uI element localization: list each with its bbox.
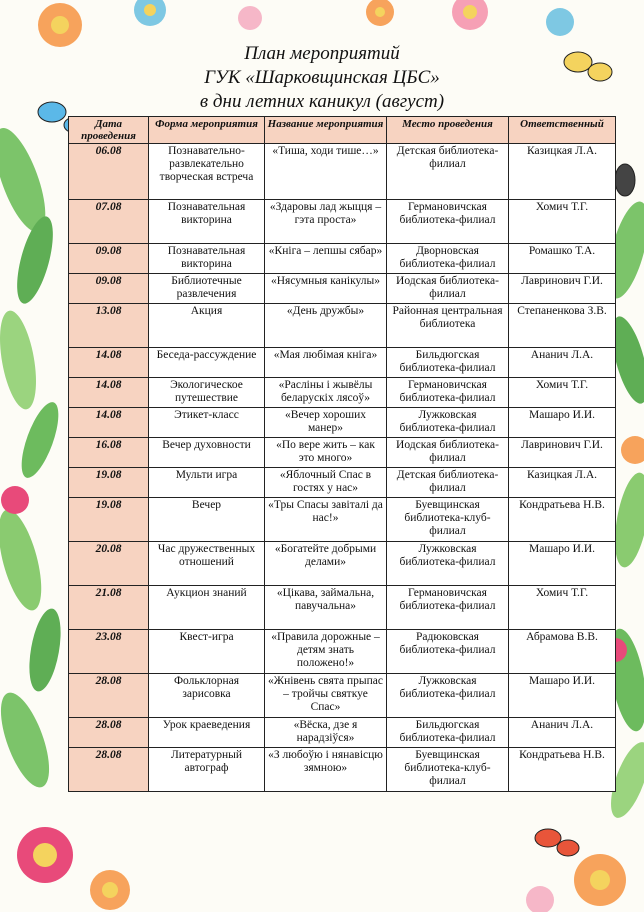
- cell-date: 19.08: [69, 498, 149, 542]
- cell-place: Бильдюгская библиотека-филиал: [387, 718, 509, 748]
- table-row: [69, 586, 616, 630]
- cell-name: «Яблочный Спас в гостях у нас»: [265, 468, 387, 498]
- cell-name: «Здаровы лад жыцця – гэта проста»: [265, 200, 387, 244]
- cell-name: «По вере жить – как это много»: [265, 438, 387, 468]
- cell-name: «Расліны і жывёлы беларускіх лясоў»: [265, 378, 387, 408]
- header-responsible: Ответственный: [509, 117, 616, 144]
- cell-responsible: Казицкая Л.А.: [509, 468, 616, 498]
- cell-name: «Богатейте добрыми делами»: [265, 542, 387, 586]
- cell-date: 19.08: [69, 468, 149, 498]
- cell-place: Иодская библиотека-филиал: [387, 438, 509, 468]
- cell-responsible: Хомич Т.Г.: [509, 586, 616, 630]
- cell-date: 23.08: [69, 630, 149, 674]
- page-title: [0, 42, 644, 114]
- cell-date: 14.08: [69, 348, 149, 378]
- left-leaves-decoration: [0, 122, 66, 793]
- header-form: Форма мероприятия: [149, 117, 265, 144]
- cell-date: 07.08: [69, 200, 149, 244]
- cell-form: Аукцион знаний: [149, 586, 265, 630]
- events-table: [68, 116, 616, 792]
- header-date: Дата проведения: [69, 117, 149, 144]
- cell-form: Квест-игра: [149, 630, 265, 674]
- cell-responsible: Лавринович Г.И.: [509, 438, 616, 468]
- header-place: Место проведения: [387, 117, 509, 144]
- cell-responsible: Степаненкова З.В.: [509, 304, 616, 348]
- cell-form: Акция: [149, 304, 265, 348]
- cell-place: Буевщинская библиотека-клуб-филиал: [387, 748, 509, 792]
- table-row: [69, 630, 616, 674]
- title-line: ГУК «Шарковщинская ЦБС»: [204, 67, 440, 88]
- cell-date: 28.08: [69, 674, 149, 718]
- cell-date: 16.08: [69, 438, 149, 468]
- table-row: [69, 438, 616, 468]
- title-line: в дни летних каникул (август): [199, 91, 445, 112]
- cell-name: «З любоўю і нянавісцю зямною»: [265, 748, 387, 792]
- cell-name: «Тры Спасы завіталі да нас!»: [265, 498, 387, 542]
- cell-responsible: Кондратьева Н.В.: [509, 748, 616, 792]
- cell-place: Иодская библиотека-филиал: [387, 274, 509, 304]
- table-row: [69, 542, 616, 586]
- table-row: [69, 244, 616, 274]
- cell-responsible: Машаро И.И.: [509, 542, 616, 586]
- table-row: [69, 348, 616, 378]
- cell-responsible: Казицкая Л.А.: [509, 144, 616, 200]
- table-row: [69, 200, 616, 244]
- cell-place: Радюковская библиотека-филиал: [387, 630, 509, 674]
- cell-date: 20.08: [69, 542, 149, 586]
- cell-form: Вечер: [149, 498, 265, 542]
- cell-place: Дворновская библиотека-филиал: [387, 244, 509, 274]
- table-row: [69, 304, 616, 348]
- table-row: [69, 498, 616, 542]
- cell-name: «Мая любімая кніга»: [265, 348, 387, 378]
- cell-date: 09.08: [69, 274, 149, 304]
- title-line: План мероприятий: [244, 43, 400, 64]
- cell-form: Познавательная викторина: [149, 200, 265, 244]
- cell-name: «Кніга – лепшы сябар»: [265, 244, 387, 274]
- top-flowers-decoration: [38, 0, 574, 47]
- cell-name: «Вечер хороших манер»: [265, 408, 387, 438]
- table-row: [69, 144, 616, 200]
- cell-date: 14.08: [69, 408, 149, 438]
- cell-responsible: Абрамова В.В.: [509, 630, 616, 674]
- cell-place: Германовичская библиотека-филиал: [387, 200, 509, 244]
- cell-date: 13.08: [69, 304, 149, 348]
- cell-form: Мульти игра: [149, 468, 265, 498]
- cell-responsible: Машаро И.И.: [509, 674, 616, 718]
- cell-form: Экологическое путешествие: [149, 378, 265, 408]
- cell-place: Германовичская библиотека-филиал: [387, 586, 509, 630]
- table-row: [69, 468, 616, 498]
- cell-date: 28.08: [69, 748, 149, 792]
- cell-responsible: Ананич Л.А.: [509, 718, 616, 748]
- cell-form: Час дружественных отношений: [149, 542, 265, 586]
- cell-form: Урок краеведения: [149, 718, 265, 748]
- cell-date: 09.08: [69, 244, 149, 274]
- cell-responsible: Ромашко Т.А.: [509, 244, 616, 274]
- table-row: [69, 408, 616, 438]
- cell-place: Германовичская библиотека-филиал: [387, 378, 509, 408]
- cell-date: 21.08: [69, 586, 149, 630]
- cell-name: «Нясумныя канікулы»: [265, 274, 387, 304]
- table-row: [69, 674, 616, 718]
- cell-responsible: Кондратьева Н.В.: [509, 498, 616, 542]
- table-row: [69, 718, 616, 748]
- cell-form: Библиотечные развлечения: [149, 274, 265, 304]
- cell-place: Лужковская библиотека-филиал: [387, 408, 509, 438]
- cell-place: Районная центральная библиотека: [387, 304, 509, 348]
- cell-date: 14.08: [69, 378, 149, 408]
- cell-name: «Цікава, займальна, павучальна»: [265, 586, 387, 630]
- header-name: Название мероприятия: [265, 117, 387, 144]
- cell-place: Лужковская библиотека-филиал: [387, 542, 509, 586]
- cell-responsible: Ананич Л.А.: [509, 348, 616, 378]
- cell-place: Буевщинская библиотека-клуб-филиал: [387, 498, 509, 542]
- cell-responsible: Лавринович Г.И.: [509, 274, 616, 304]
- butterfly-icon: [615, 164, 635, 196]
- cell-responsible: Машаро И.И.: [509, 408, 616, 438]
- cell-date: 06.08: [69, 144, 149, 200]
- cell-date: 28.08: [69, 718, 149, 748]
- table-header-row: [69, 117, 616, 144]
- cell-name: «Вёска, дзе я нарадзіўся»: [265, 718, 387, 748]
- cell-place: Бильдюгская библиотека-филиал: [387, 348, 509, 378]
- cell-name: «Жнівень свята прыпас – тройчы святкуе Спас»: [265, 674, 387, 718]
- cell-form: Литературный автограф: [149, 748, 265, 792]
- cell-form: Фольклорная зарисовка: [149, 674, 265, 718]
- cell-form: Вечер духовности: [149, 438, 265, 468]
- cell-form: Этикет-класс: [149, 408, 265, 438]
- cell-form: Познавательно-развлекательно творческая встреча: [149, 144, 265, 200]
- cell-place: Лужковская библиотека-филиал: [387, 674, 509, 718]
- cell-name: «Правила дорожные – детям знать положено!»: [265, 630, 387, 674]
- table-row: [69, 274, 616, 304]
- cell-responsible: Хомич Т.Г.: [509, 378, 616, 408]
- cell-form: Беседа-рассуждение: [149, 348, 265, 378]
- cell-place: Детская библиотека-филиал: [387, 468, 509, 498]
- butterfly-icon: [535, 829, 579, 856]
- table-row: [69, 748, 616, 792]
- cell-name: «Тиша, ходи тише…»: [265, 144, 387, 200]
- cell-responsible: Хомич Т.Г.: [509, 200, 616, 244]
- cell-place: Детская библиотека-филиал: [387, 144, 509, 200]
- cell-form: Познавательная викторина: [149, 244, 265, 274]
- cell-name: «День дружбы»: [265, 304, 387, 348]
- table-row: [69, 378, 616, 408]
